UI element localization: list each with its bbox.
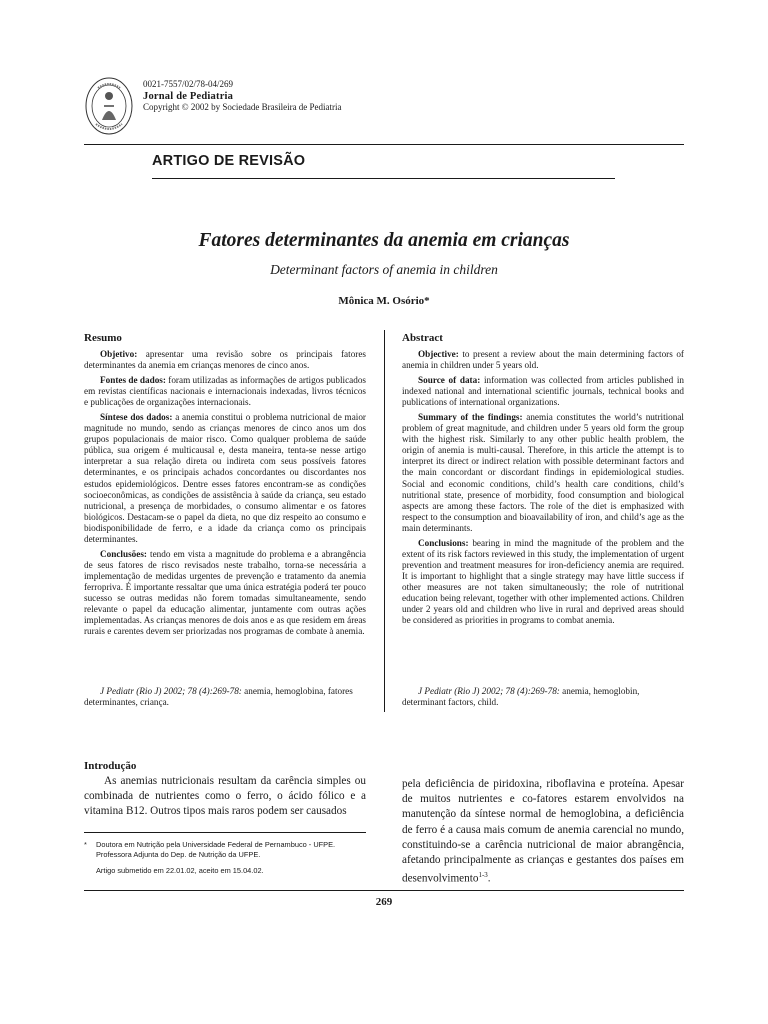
journal-header bbox=[143, 79, 463, 114]
text-objective: to present a review about the main determining factors of anemia in children under 5 years old. bbox=[402, 349, 684, 371]
section-rule bbox=[152, 178, 615, 179]
resumo-objetivo bbox=[84, 349, 366, 371]
footnote-text bbox=[96, 840, 371, 876]
footnote-submitted: Artigo submetido em 22.01.02, aceito em 15.04.02. bbox=[96, 866, 264, 875]
label-objective: Objective: bbox=[418, 349, 459, 359]
intro-right-end: . bbox=[487, 872, 491, 885]
abstract-keywords bbox=[402, 686, 684, 708]
resumo-conclusoes bbox=[84, 549, 366, 637]
reference-superscript: 1-3 bbox=[478, 871, 488, 880]
article-subtitle: Determinant factors of anemia in children bbox=[270, 262, 498, 277]
copyright: Copyright © 2002 by Sociedade Brasileira de Pediatria bbox=[143, 102, 342, 112]
text-fontes: foram utilizadas as informações de artigos publicados em revistas científicas nacionais e internacionais indexadas, livros técnicos e publicações de organizações internacionais. bbox=[84, 375, 366, 408]
abstract-citation: J Pediatr (Rio J) 2002; 78 (4):269-78: bbox=[418, 686, 560, 696]
journal-name: Jornal de Pediatria bbox=[143, 90, 234, 102]
label-fontes: Fontes de dados: bbox=[100, 375, 166, 386]
abstract-conclusions bbox=[402, 538, 684, 626]
label-objetivo: Objetivo: bbox=[100, 349, 138, 359]
label-sintese: Síntese dos dados: bbox=[100, 412, 173, 423]
label-summary: Summary of the findings: bbox=[418, 412, 523, 423]
article-title: Fatores determinantes da anemia em crianças bbox=[198, 230, 570, 251]
page-number: 269 bbox=[375, 896, 393, 908]
text-sintese: a anemia constitui o problema nutricional de maior magnitude no mundo, sendo as crianças menores de cinco anos um dos grupos populacionais de maior risco. Como qualquer problema de saúde pública, sua origem é multicausal e, desta maneira, tenta-se nesse artigo interpretar a sua relação direta ou indireta com seus possíveis fatores determinantes, e os principais achados concordantes ou discordantes nos estudos epidemiológicos. Dentre esses fatores encontram-se as condições socioeconômicas, as condições de assistência à saúde da criança, seu estado nutricional, a presença de morbidades, o consumo alimentar e os fatores biológicos. Destacam-se o papel da dieta, no que diz respeito ao consumo e biodisponibilidade de ferro, e a idade da criança como os principais determinantes. bbox=[84, 412, 366, 544]
issn: 0021-7557/02/78-04/269 bbox=[143, 79, 233, 89]
label-source: Source of data: bbox=[418, 375, 481, 386]
abstract-keyword-list: anemia, hemoglobin, determinant factors, child. bbox=[402, 686, 640, 708]
label-conclusoes: Conclusões: bbox=[100, 548, 147, 559]
author: Mônica M. Osório* bbox=[338, 295, 430, 307]
footnote-marker: * bbox=[84, 840, 87, 849]
text-conclusoes: tendo em vista a magnitude do problema e a abrangência de seus fatores de risco revisados neste trabalho, torna-se necessária a implementação de medidas urgentes de prevenção e tratamento da anemia ferropriva. É importante ressaltar que uma única estratégia poderá ter pouco sucesso se outras medidas não forem tomadas simultaneamente, sendo relevante o papel da educação alimentar, juntamente com outras ações implementadas. As crianças menores de dois anos e as que residem em áreas rurais e carentes devem ser priorizadas nos programas de combate à anemia. bbox=[84, 548, 366, 637]
abstract-heading: Abstract bbox=[402, 332, 443, 344]
text-source: information was collected from articles published in indexed national and international scientific journals, technical books and publications of international organizations. bbox=[402, 375, 684, 408]
section-label: ARTIGO DE REVISÃO bbox=[152, 153, 306, 169]
resumo-keyword-list: anemia, hemoglobina, fatores determinantes, criança. bbox=[84, 686, 353, 708]
abstract-source bbox=[402, 375, 684, 408]
resumo-heading: Resumo bbox=[84, 332, 122, 344]
intro-right-column bbox=[402, 777, 684, 887]
society-seal-logo bbox=[84, 76, 134, 136]
resumo-body bbox=[84, 349, 366, 641]
abstract-summary bbox=[402, 412, 684, 534]
label-conclusions: Conclusions: bbox=[418, 537, 469, 548]
column-divider bbox=[384, 330, 385, 712]
intro-left-text: As anemias nutricionais resultam da carência simples ou combinada de nutrientes como o ferro, o ácido fólico e a vitamina B12. Outros tipos mais raros podem ser causados bbox=[84, 775, 366, 818]
footnote-line-1: Doutora em Nutrição pela Universidade Federal de Pernambuco - UFPE. bbox=[96, 840, 336, 849]
resumo-citation: J Pediatr (Rio J) 2002; 78 (4):269-78: bbox=[100, 686, 242, 696]
footer-rule bbox=[84, 890, 684, 891]
abstract-body bbox=[402, 349, 684, 630]
header-rule bbox=[84, 144, 684, 145]
footnote-line-2: Professora Adjunta do Dep. de Nutrição da UFPE. bbox=[96, 850, 261, 859]
text-summary: anemia constitutes the world’s nutritional problem of great magnitude, and children under 5 years old form the group with the highest risk. Similarly to any other public health problem, the origin of anemia is multi-causal. Therefore, in this article the attempt is to interpret its direct or indirect relation with possible determinant factors and the main concordant or discordant findings in epidemiological studies. Social and economic conditions, child’s health care conditions, child’s nutritional state, presence of morbidity, food consumption and biological aspects are among these factors. The role of the diet is emphasized with respect to the consumption and bioavailability of iron, and child’s age as the main determinants. bbox=[402, 412, 684, 533]
text-objetivo: apresentar uma revisão sobre os principais fatores determinantes da anemia em crianças menores de cinco anos. bbox=[84, 349, 366, 371]
resumo-keywords bbox=[84, 686, 366, 708]
intro-heading: Introdução bbox=[84, 760, 137, 772]
text-conclusions: bearing in mind the magnitude of the problem and the extent of its risk factors reviewed in this study, the implementation of urgent prevention and treatment measures for iron-deficiency anemia are required. It is important to highlight that a single strategy may have little success if other measures are not taken simultaneously; the role of nutritional education being relevant, together with other implemented actions. Children under 2 years old and children who live in rural and deprived areas should be considered as priorities in programs to combat anemia. bbox=[402, 537, 684, 626]
footnote-rule bbox=[84, 832, 366, 833]
intro-left-column bbox=[84, 774, 366, 820]
intro-right-text: pela deficiência de piridoxina, riboflavina e proteína. Apesar de muitos nutrientes e co-fatores estarem envolvidos na manutenção da síntese normal de hemoglobina, a deficiência de ferro é a causa mais comum de anemia carencial no mundo, constituindo-se a carência nutricional de maior abrangência, afetando principalmente as crianças e gestantes dos países em desenvolvimento bbox=[402, 778, 684, 885]
abstract-objective bbox=[402, 349, 684, 371]
intro-right-paragraph bbox=[402, 777, 684, 887]
resumo-sintese bbox=[84, 412, 366, 545]
resumo-fontes bbox=[84, 375, 366, 408]
